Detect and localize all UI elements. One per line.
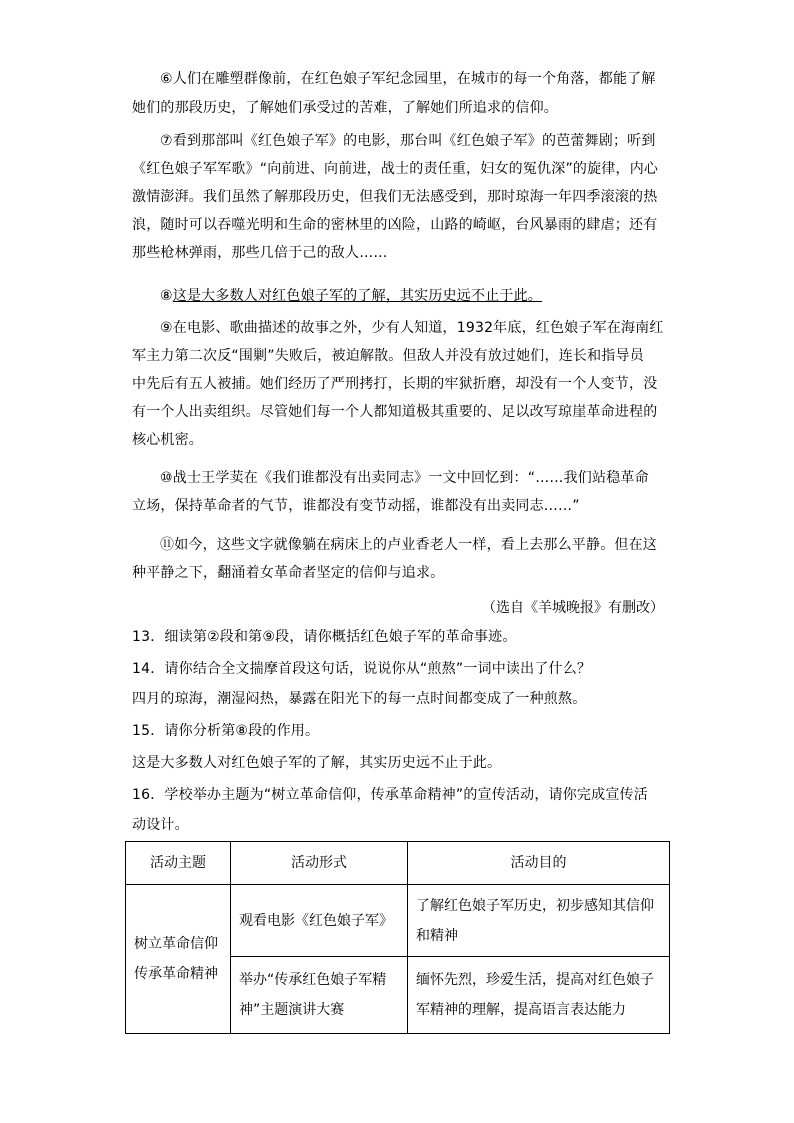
p9-line: ⑨在电影、歌曲描述的故事之外，少有人知道，1932年底，红色娘子军在海南红 xyxy=(160,320,664,336)
header-form: 活动形式 xyxy=(231,842,408,885)
source-note: （选自《羊城晚报》有删改） xyxy=(482,600,664,616)
goal-cell: 缅怀先烈，珍爱生活，提高对红色娘子军精神的理解，提高语言表达能力 xyxy=(408,957,670,1034)
form-cell: 举办“传承红色娘子军精神”主题演讲大赛 xyxy=(231,957,408,1034)
p9-line: 有一个人出卖组织。尽管她们每一个人都知道极其重要的、足以改写琼崖革命进程的 xyxy=(132,404,658,420)
p6-line: 她们的那段历史，了解她们承受过的苦难，了解她们所追求的信仰。 xyxy=(132,100,558,116)
question-16-line: 16．学校举办主题为“树立革命信仰，传承革命精神”的宣传活动，请你完成宣传活 xyxy=(132,787,648,803)
p10-line: ⑩战士王学荬在《我们谁都没有出卖同志》一文中回忆到：“……我们站稳革命 xyxy=(160,470,649,486)
question-16-line: 动设计。 xyxy=(132,817,189,833)
p7-line: ⑦看到那部叫《红色娘子军》的电影，那台叫《红色娘子军》的芭蕾舞剧；听到 xyxy=(160,133,656,149)
theme-cell xyxy=(126,885,231,1034)
p11-line: 种平静之下，翻涌着女革命者坚定的信仰与追求。 xyxy=(132,565,445,581)
form-cell: 观看电影《红色娘子军》 xyxy=(231,885,408,957)
question-13: 13．细读第②段和第⑨段，请你概括红色娘子军的革命事迹。 xyxy=(132,629,517,645)
p8-underlined-sentence: 这是大多数人对红色娘子军的了解，其实历史远不止于此。 xyxy=(172,288,542,304)
p10-line: 立场，保持革命者的气节，谁都没有变节动摇，谁都没有出卖同志……” xyxy=(132,498,580,514)
goal-cell: 了解红色娘子军历史，初步感知其信仰和精神 xyxy=(408,885,670,957)
header-theme: 活动主题 xyxy=(126,842,231,885)
activity-table xyxy=(125,841,670,1034)
p7-line: 浪，随时可以吞噬光明和生命的密林里的凶险，山路的崎岖，台风暴雨的肆虐；还有 xyxy=(132,217,658,233)
question-14: 14．请你结合全文揣摩首段这句话，说说你从“煎熬”一词中读出了什么？ xyxy=(132,661,592,677)
p9-line: 核心机密。 xyxy=(132,432,203,448)
question-14-quote: 四月的琼海，潮湿闷热，暴露在阳光下的每一点时间都变成了一种煎熬。 xyxy=(132,691,587,707)
p8 xyxy=(160,287,542,305)
p11-line: ⑪如今，这些文字就像躺在病床上的卢业香老人一样，看上去那么平静。但在这 xyxy=(160,537,657,553)
header-goal: 活动目的 xyxy=(408,842,670,885)
theme-line: 树立革命信仰 xyxy=(134,936,218,952)
p7-line: 那些枪林弹雨，那些几倍于己的敌人…… xyxy=(132,245,388,261)
question-15-quote: 这是大多数人对红色娘子军的了解，其实历史远不止于此。 xyxy=(132,755,502,771)
p9-line: 军主力第二次反“围剿”失败后，被迫解散。但敌人并没有放过她们，连长和指导员 xyxy=(132,348,644,364)
p8-number: ⑧ xyxy=(160,288,173,304)
question-15: 15．请你分析第⑧段的作用。 xyxy=(132,723,320,739)
p7-line: 激情澎湃。我们虽然了解那段历史，但我们无法感受到，那时琼海一年四季滚滚的热 xyxy=(132,189,658,205)
theme-line: 传承革命精神 xyxy=(134,966,218,982)
p9-line: 中先后有五人被捕。她们经历了严刑拷打，长期的牢狱折磨，却没有一个人变节，没 xyxy=(132,376,658,392)
p7-line: 《红色娘子军军歌》“向前进、向前进，战士的责任重，妇女的冤仇深”的旋律，内心 xyxy=(132,161,659,177)
p6-line: ⑥人们在雕塑群像前，在红色娘子军纪念园里，在城市的每一个角落，都能了解 xyxy=(160,71,656,87)
